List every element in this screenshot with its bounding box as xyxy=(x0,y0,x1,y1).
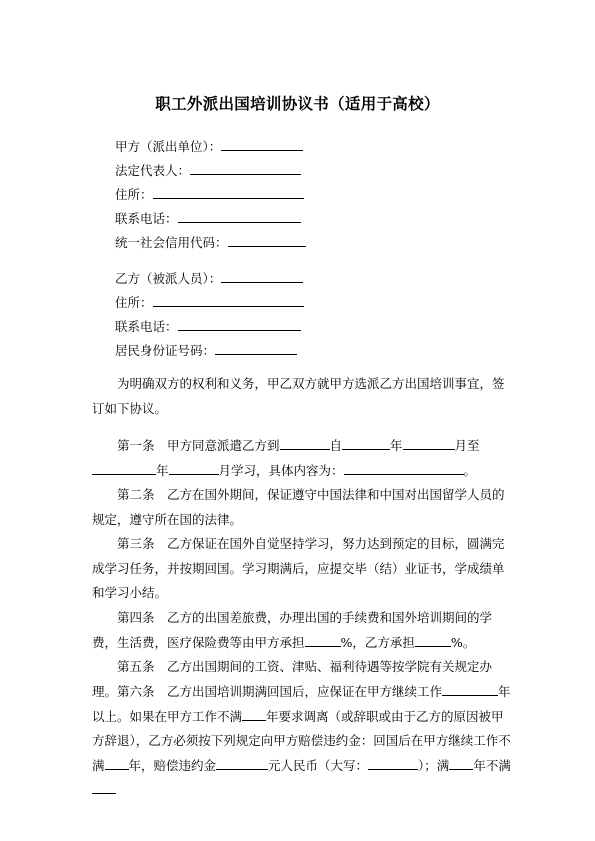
document-title: 职工外派出国培训协议书（适用于高校） xyxy=(155,95,440,113)
article-6: 第六条 乙方出国培训期满回国后，应保证在甲方继续工作 年以上。如果在甲方工作不满 年要求调离（或辞职或由于乙方的原因被甲方辞退），乙方必须按下列规定向甲方赔偿违约金：回国后在甲方继续工作不满 年，赔偿违约金 元人民币（大写： ）；满 年不满 xyxy=(92,680,512,803)
blank-line xyxy=(169,461,219,475)
blank-line xyxy=(344,461,464,475)
blank-line xyxy=(92,461,128,475)
blank-line xyxy=(153,293,304,307)
party-a-credit-code-field: 统一社会信用代码： xyxy=(115,233,306,251)
article-1: 第一条 甲方同意派遣乙方到 自 年 月至年 月学习，具体内容为： 。 xyxy=(92,434,512,483)
blank-line xyxy=(449,756,473,770)
blank-line xyxy=(215,341,297,355)
preamble-paragraph: 为明确双方的权利和义务，甲乙双方就甲方选派乙方出国培训事宜，签订如下协议。 xyxy=(92,376,505,416)
party-a-phone-field: 联系电话： xyxy=(115,209,301,227)
blank-line xyxy=(178,317,301,331)
blank-line xyxy=(280,436,330,450)
party-b-name-field: 乙方（被派人员）： xyxy=(115,269,303,287)
party-b-phone-field: 联系电话： xyxy=(115,317,301,335)
blank-line xyxy=(228,233,306,247)
blank-line xyxy=(153,185,304,199)
article-3: 第三条 乙方保证在国外自觉坚持学习，努力达到预定的目标，圆满完成学习任务，并按期回国。学习期满后，应提交毕（结）业证书，学成绩单和学习小结。 xyxy=(92,536,505,600)
party-a-legal-rep-field: 法定代表人： xyxy=(115,161,301,179)
blank-line xyxy=(178,209,301,223)
blank-line xyxy=(92,780,116,794)
blank-line xyxy=(342,436,390,450)
blank-line xyxy=(216,756,268,770)
blank-line xyxy=(242,707,266,721)
party-a-name-field: 甲方（派出单位）： xyxy=(115,137,303,155)
blank-line xyxy=(403,436,455,450)
blank-line xyxy=(415,633,451,647)
blank-line xyxy=(105,756,129,770)
blank-line xyxy=(368,756,418,770)
article-2: 第二条 乙方在国外期间，保证遵守中国法律和中国对出国留学人员的规定，遵守所在国的法律。 xyxy=(92,487,505,527)
blank-line xyxy=(221,269,303,283)
blank-line xyxy=(128,461,156,475)
blank-line xyxy=(442,682,498,696)
article-5: 第五条 乙方出国期间的工资、津贴、福利待遇等按学院有关规定办理。 xyxy=(92,659,493,699)
party-b-id-number-field: 居民身份证号码： xyxy=(115,341,297,359)
party-b-address-field: 住所： xyxy=(115,293,304,311)
blank-line xyxy=(190,161,301,175)
blank-line xyxy=(305,633,341,647)
party-a-address-field: 住所： xyxy=(115,185,304,203)
article-4: 第四条 乙方的出国差旅费，办理出国的手续费和国外培训期间的学费，生活费，医疗保险费等由甲方承担 %，乙方承担 %。 xyxy=(92,610,493,650)
blank-line xyxy=(221,137,303,151)
